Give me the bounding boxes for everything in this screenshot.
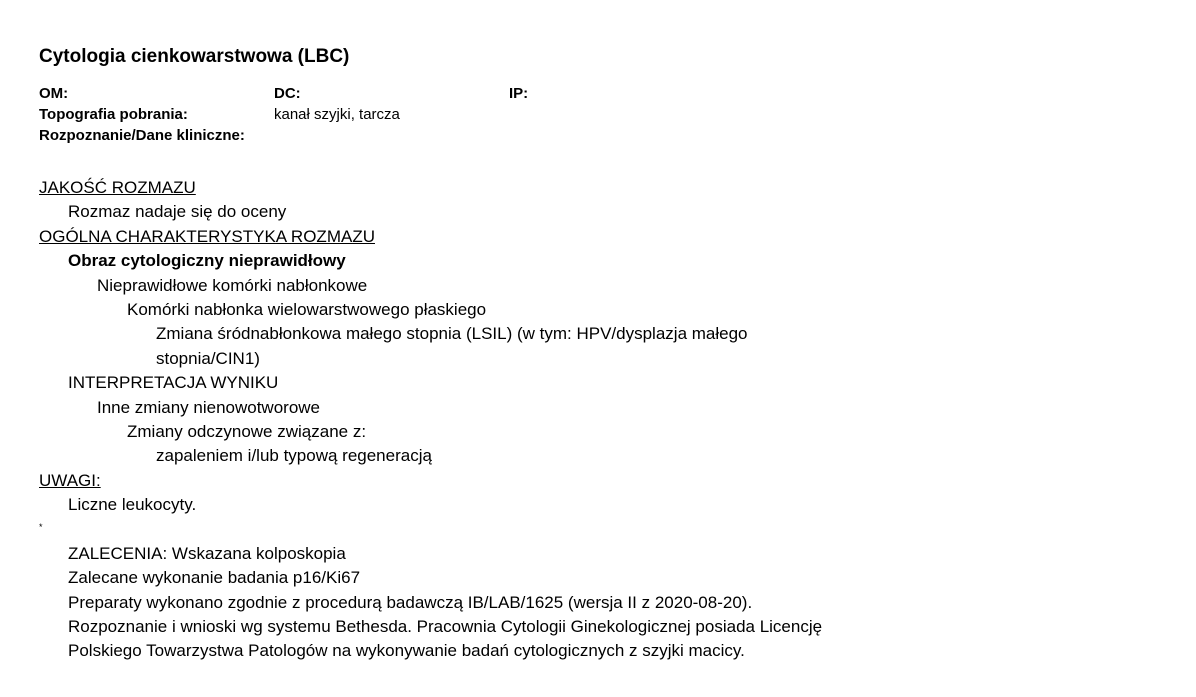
zalecenia-line2: Zalecane wykonanie badania p16/Ki67: [68, 568, 361, 588]
zalecenia-line1: ZALECENIA: Wskazana kolposkopia: [68, 543, 346, 563]
komorki-nablonka: Komórki nabłonka wielowarstwowego płaskiego: [127, 300, 487, 320]
spacer: [39, 146, 1159, 176]
zapaleniem-regeneracja: zapaleniem i/lub typową regeneracją: [156, 446, 432, 466]
interpretacja-wyniku: INTERPRETACJA WYNIKU: [68, 373, 279, 393]
zmiana-lsil-line1: Zmiana śródnabłonkowa małego stopnia (LSIL) (w tym: HPV/dysplazja małego: [156, 324, 748, 344]
inne-zmiany: Inne zmiany nienowotworowe: [97, 397, 321, 417]
nieprawidlowe-komorki: Nieprawidłowe komórki nabłonkowe: [97, 275, 368, 295]
document-page: [39, 44, 1159, 664]
topografia-value: kanał szyjki, tarcza: [274, 106, 400, 123]
section-heading-jakosc: JAKOŚĆ ROZMAZU: [39, 178, 196, 197]
zalecenia-line3: Preparaty wykonano zgodnie z procedurą badawczą IB/LAB/1625 (wersja II z 2020-08-20).: [68, 592, 753, 612]
uwagi-text: Liczne leukocyty.: [68, 495, 197, 515]
obraz-cytologiczny: Obraz cytologiczny nieprawidłowy: [68, 251, 346, 271]
ip-label: IP:: [509, 85, 529, 102]
footnote-mark: [39, 518, 1159, 542]
section-heading-uwagi: UWAGI:: [39, 470, 101, 490]
om-label: OM:: [39, 85, 69, 102]
topografia-label: Topografia pobrania:: [39, 106, 188, 123]
zalecenia-line5: Polskiego Towarzystwa Patologów na wykonywanie badań cytologicznych z szyjki macicy.: [68, 641, 745, 661]
footnote-mark-glyph: *: [39, 521, 43, 532]
meta-row-topografia: [39, 104, 1159, 125]
zalecenia-line4: Rozpoznanie i wnioski wg systemu Bethesda. Pracownia Cytologii Ginekologicznej posiada Licencję: [68, 616, 823, 636]
meta-row-ids: [39, 83, 1159, 104]
zmiana-lsil-line2: stopnia/CIN1): [156, 348, 260, 368]
section-heading-ogolna: OGÓLNA CHARAKTERYSTYKA ROZMAZU: [39, 226, 375, 246]
jakosc-text: Rozmaz nadaje się do oceny: [68, 202, 287, 222]
dc-label: DC:: [274, 85, 301, 102]
document-title: Cytologia cienkowarstwowa (LBC): [39, 46, 350, 67]
zmiany-odczynowe: Zmiany odczynowe związane z:: [127, 422, 367, 442]
meta-row-rozpoznanie: [39, 125, 1159, 146]
rozpoznanie-label: Rozpoznanie/Dane kliniczne:: [39, 127, 245, 144]
